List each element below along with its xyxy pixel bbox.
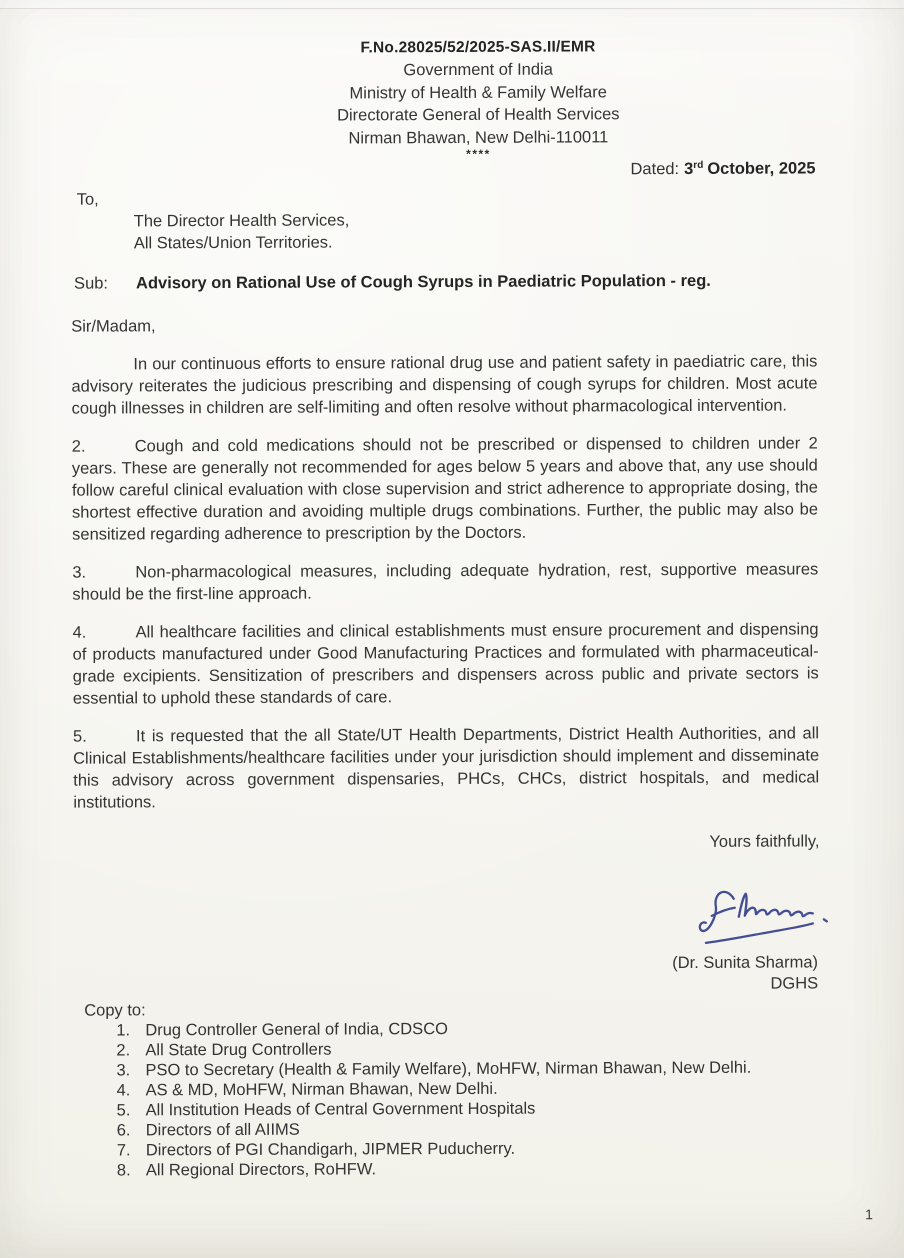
paragraph-number: 4. <box>72 623 87 642</box>
copy-to-label: Copy to: <box>84 1001 146 1020</box>
copy-to-item <box>117 1078 752 1101</box>
copy-item-text: PSO to Secretary (Health & Family Welfare), MoHFW, Nirman Bhawan, New Delhi. <box>145 1058 752 1080</box>
body-paragraph-1: In our continuous efforts to ensure rational drug use and patient safety in paediatric care, this advisory reiterates the judicious prescribing and dispensing of cough syrups for children. Most acute cough illnesses in children are self-limiting and often resolve without pharmacological intervention. <box>71 352 818 418</box>
copy-to-item <box>116 1038 751 1061</box>
addressee-line-1: The Director Health Services, <box>133 211 350 231</box>
copy-item-number: 2. <box>116 1041 131 1060</box>
date-value <box>684 159 815 178</box>
copy-to-item <box>117 1138 752 1161</box>
paragraph-number: 5. <box>72 727 87 746</box>
org-line-ministry: Ministry of Health & Family Welfare <box>349 83 607 103</box>
copy-to-list <box>84 1018 751 1181</box>
addressee-line-2: All States/Union Territories. <box>133 233 333 253</box>
org-line-govt: Government of India <box>403 60 553 80</box>
paragraph-number: 3. <box>72 563 87 582</box>
copy-to-block <box>84 998 752 1181</box>
paragraph-number: 2. <box>71 437 86 456</box>
copy-item-number: 3. <box>116 1061 131 1080</box>
signatory-designation: DGHS <box>770 974 819 993</box>
copy-item-number: 7. <box>116 1141 131 1160</box>
copy-to-item <box>117 1158 752 1181</box>
org-line-address: Nirman Bhawan, New Delhi-110011 <box>348 127 609 148</box>
letterhead <box>54 35 903 162</box>
body-paragraphs <box>71 350 819 829</box>
subject-label: Sub: <box>73 274 109 293</box>
copy-item-number: 1. <box>116 1021 131 1040</box>
addressee-block <box>134 209 350 254</box>
copy-item-text: Directors of all AIIMS <box>145 1120 300 1140</box>
copy-item-text: All Institution Heads of Central Government Hospitals <box>145 1099 536 1120</box>
body-paragraph: 5. It is requested that the all State/UT Health Departments, District Health Authorities, and all Clinical Establishments/healthcare facilities under your jurisdiction should implement and disseminate this advisory across government dispensaries, PHCs, CHCs, district hospitals, and medical institutions. <box>72 724 820 812</box>
signature-handwriting-icon <box>694 882 834 961</box>
org-line-directorate: Directorate General of Health Services <box>337 105 620 125</box>
copy-to-item <box>116 1058 751 1081</box>
copy-to-item <box>116 1018 751 1041</box>
subject-text: Advisory on Rational Use of Cough Syrups in Paediatric Population - reg. <box>135 271 711 293</box>
copy-item-number: 6. <box>116 1121 131 1140</box>
copy-item-number: 5. <box>116 1101 131 1120</box>
file-number: F.No.28025/52/2025-SAS.II/EMR <box>360 38 596 57</box>
copy-to-item <box>117 1118 752 1141</box>
body-paragraph: 2. Cough and cold medications should not be prescribed or dispensed to children under 2 years. These are generally not recommended for ages below 5 years and above that, any use should follow careful clinical evaluation with close supervision and strict adherence to appropriate dosing, the shortest effective duration and avoiding multiple drugs combinations. Further, the public may also be sensitized regarding adherence to prescription by the Doctors. <box>71 434 819 544</box>
date-line <box>630 159 815 179</box>
signatory-block <box>672 952 818 995</box>
signatory-name: (Dr. Sunita Sharma) <box>672 953 819 973</box>
date-ordinal: rd <box>693 159 704 171</box>
date-day: 3 <box>684 159 694 178</box>
copy-item-text: AS & MD, MoHFW, Nirman Bhawan, New Delhi. <box>145 1079 498 1100</box>
salutation: Sir/Madam, <box>71 317 156 336</box>
separator-stars: **** <box>466 146 491 161</box>
subject-row <box>74 272 711 294</box>
valediction: Yours faithfully, <box>709 832 820 851</box>
copy-item-text: All State Drug Controllers <box>145 1040 332 1060</box>
page-number: 1 <box>865 1206 873 1223</box>
copy-item-number: 4. <box>116 1081 131 1100</box>
copy-item-text: All Regional Directors, RoHFW. <box>145 1160 377 1180</box>
date-rest: October, 2025 <box>707 159 816 178</box>
date-label: Dated: <box>630 160 680 179</box>
body-paragraph: 3. Non-pharmacological measures, including adequate hydration, rest, supportive measures should be the first-line approach. <box>72 560 819 604</box>
to-label: To, <box>76 190 99 209</box>
copy-item-text: Directors of PGI Chandigarh, JIPMER Puducherry. <box>145 1139 516 1160</box>
copy-item-text: Drug Controller General of India, CDSCO <box>145 1020 448 1040</box>
copy-to-item <box>117 1098 752 1121</box>
body-paragraph: 4. All healthcare facilities and clinical establishments must ensure procurement and dispensing of products manufactured under Good Manufacturing Practices and formulated with pharmaceutical-grade excipients. Sensitization of prescribers and dispensers across public and private sectors is essential to uphold these standards of care. <box>72 620 819 708</box>
copy-item-number: 8. <box>116 1161 131 1180</box>
